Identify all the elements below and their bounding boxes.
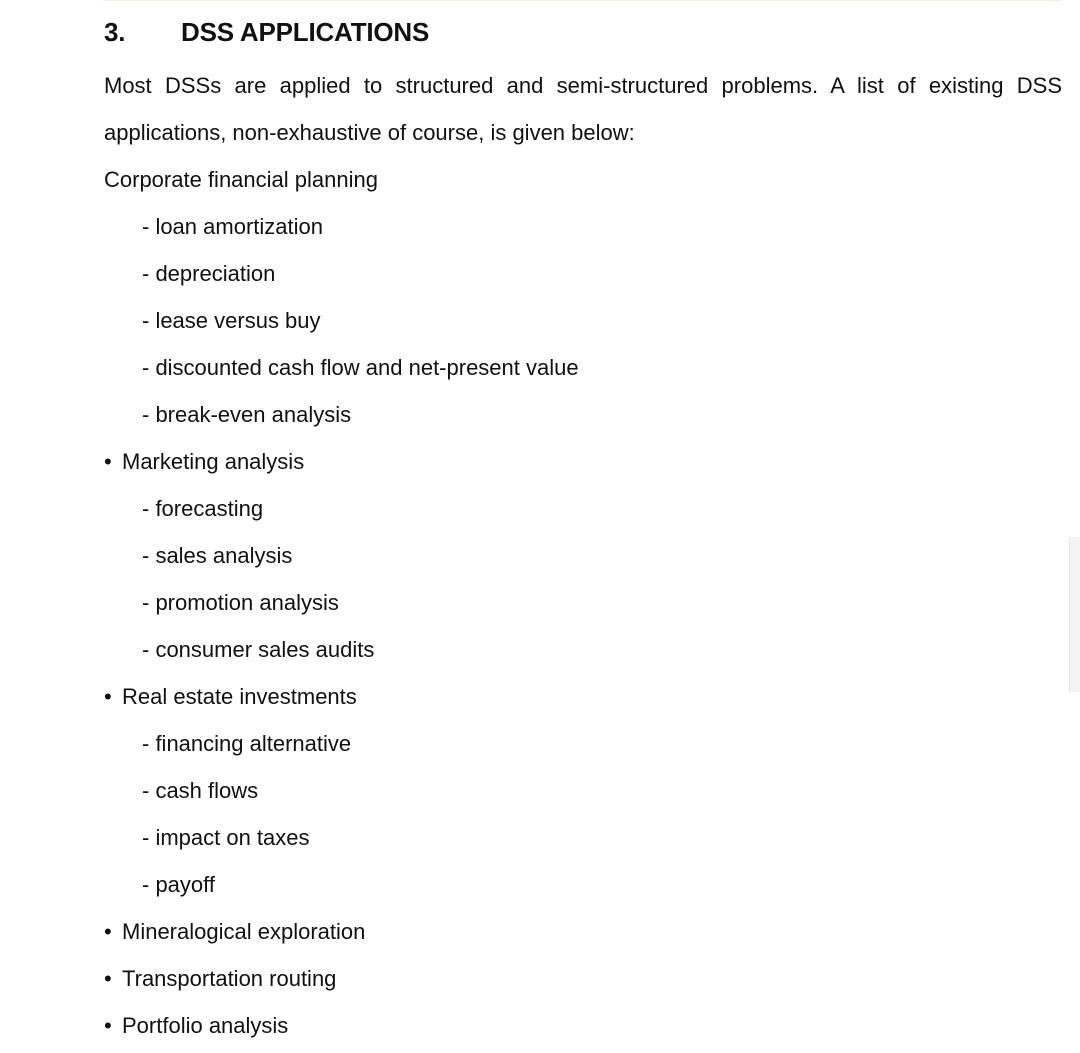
bullet-icon: • xyxy=(104,919,112,944)
bullet-item xyxy=(104,438,1062,485)
item-text: - depreciation xyxy=(142,261,276,286)
sub-item xyxy=(104,579,1062,626)
category-heading xyxy=(104,156,1062,203)
item-text: - break-even analysis xyxy=(142,402,352,427)
item-text: - forecasting xyxy=(142,496,264,521)
item-text: Mineralogical exploration xyxy=(122,919,366,944)
section-number: 3. xyxy=(104,16,126,47)
bullet-icon: • xyxy=(104,1013,112,1038)
item-text: Real estate investments xyxy=(122,684,357,709)
sub-item xyxy=(104,532,1062,579)
item-text: - impact on taxes xyxy=(142,825,310,850)
sub-item xyxy=(104,626,1062,673)
item-text: - consumer sales audits xyxy=(142,637,375,662)
side-scroll-tab[interactable] xyxy=(1069,537,1080,692)
top-rule xyxy=(104,0,1062,1)
item-text: - payoff xyxy=(142,872,215,897)
item-text: Transportation routing xyxy=(122,966,337,991)
sub-item xyxy=(104,391,1062,438)
sub-item xyxy=(104,861,1062,908)
item-text: Portfolio analysis xyxy=(122,1013,289,1038)
item-text: - discounted cash flow and net-present value xyxy=(142,355,579,380)
item-text: - loan amortization xyxy=(142,214,323,239)
sub-item xyxy=(104,814,1062,861)
sub-item xyxy=(104,767,1062,814)
intro-paragraph: Most DSSs are applied to structured and semi-structured problems. A list of existing DSS applications, non-exhaustive of course, is given below: xyxy=(104,73,1062,145)
bullet-item xyxy=(104,673,1062,720)
bullet-item xyxy=(104,908,1062,955)
sub-item xyxy=(104,344,1062,391)
item-text: - financing alternative xyxy=(142,731,352,756)
item-text: Marketing analysis xyxy=(122,449,305,474)
item-text: - sales analysis xyxy=(142,543,293,568)
bullet-item xyxy=(104,1002,1062,1049)
bullet-icon: • xyxy=(104,684,112,709)
bullet-icon: • xyxy=(104,449,112,474)
item-text: - promotion analysis xyxy=(142,590,339,615)
item-text: - cash flows xyxy=(142,778,259,803)
document-page xyxy=(104,12,1062,1049)
sub-item xyxy=(104,250,1062,297)
bullet-icon: • xyxy=(104,966,112,991)
section-title: DSS APPLICATIONS xyxy=(181,16,430,47)
sub-item xyxy=(104,203,1062,250)
item-text: Corporate financial planning xyxy=(104,167,378,192)
sub-item xyxy=(104,297,1062,344)
sub-item xyxy=(104,720,1062,767)
sub-item xyxy=(104,485,1062,532)
item-text: - lease versus buy xyxy=(142,308,321,333)
applications-list xyxy=(104,156,1062,1049)
bullet-item xyxy=(104,955,1062,1002)
section-heading xyxy=(104,12,1062,52)
